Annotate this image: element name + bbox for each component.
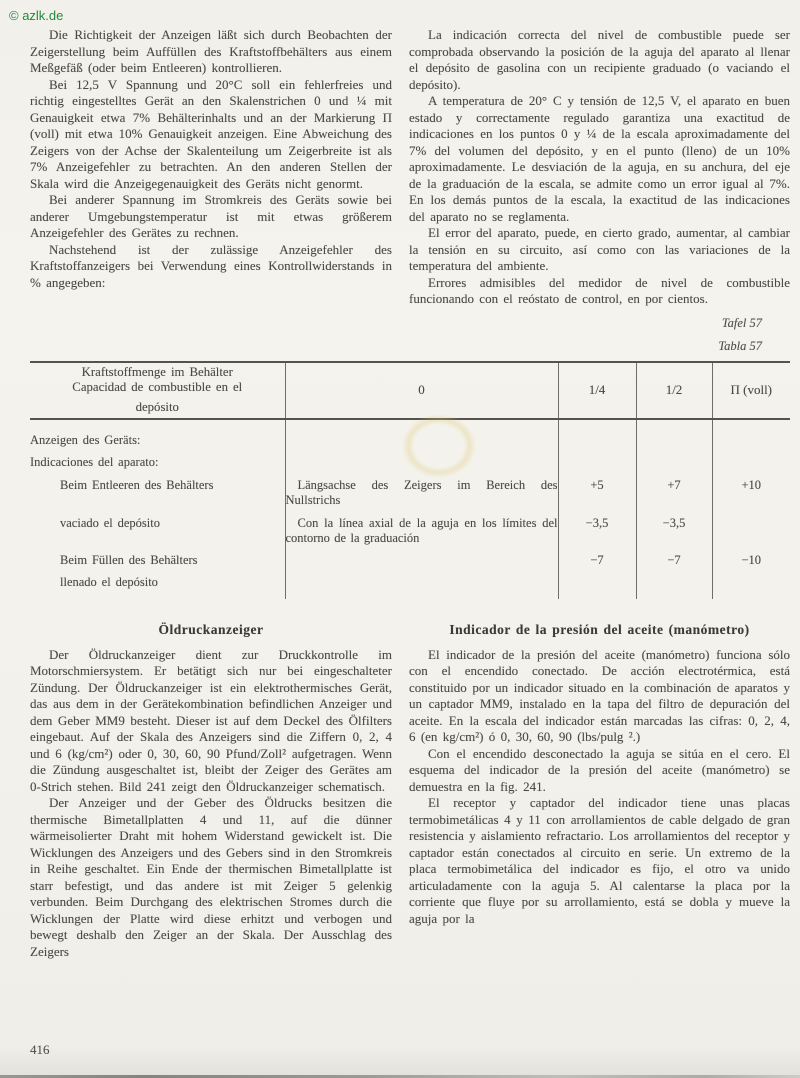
heading-oil-pressure-de: Öldruckanzeiger [158,621,264,637]
row-value-quarter: −7 [558,546,636,568]
row-value-full: +10 [712,470,790,508]
paragraph-es-4: Errores admisibles del medidor de nivel de combustible funcionando con el reóstato de control, en por cientos. [409,274,790,306]
table-row [30,470,790,508]
row-value-half: +7 [636,470,712,508]
row-label: Beim Entleeren des Behälters [60,477,214,492]
row-value-quarter: −3,5 [558,508,636,546]
paragraph-de-5: Der Öldruckanzeiger dient zur Druckkontrolle im Motorschmiersystem. Er betätigt sich nur bei eingeschalteter Zündung. Der Öldruckanzeiger ist ein elektrothermisches Gerät, das aus dem in der Gerätekombination befindlichen Anzeiger und dem Geber MM9 besteht. Dieser ist auf dem Deckel des Ölfilters eingebaut. Auf der Skala des Anzeigers sind die Ziffern 0, 2, 4 und 6 (kg/cm²) oder 0, 30, 60, 90 Pfund/Zoll² aufgetragen. Wenn die Zündung ausgeschaltet ist, bleibt der Zeiger des Gerätes am 0-Strich stehen. Bild 241 zeigt den Öldruckanzeiger schematisch. [30,646,392,794]
table-row [30,546,790,568]
row-value-half [636,419,712,449]
row-value-quarter: +5 [558,470,636,508]
section-fuel-gauge [0,0,800,308]
row-desc [285,568,558,599]
table-header-half: 1/2 [636,362,712,419]
spanish-column-top [409,27,790,308]
section-oil-pressure [0,609,800,961]
table-header-full: Π (voll) [712,362,790,419]
row-value-half: −7 [636,546,712,568]
paragraph-de-4: Nachstehend ist der zulässige Anzeigefehler des Kraftstoffanzeigers bei Verwendung eines Kontrollwiderstands in % angegeben: [30,241,392,290]
table-header-capacity [30,362,285,419]
paragraph-es-1: La indicación correcta del nivel de combustible puede ser comprobada observando la posición de la aguja del aparato al llenar el depósito de gasolina con un recipiente graduado (o vaciando el depósito). [409,27,790,92]
table-caption-tabla: Tabla 57 [718,338,762,353]
table-header-row [30,362,790,419]
table-header-quarter: 1/4 [558,362,636,419]
table-row [30,568,790,599]
paragraph-es-6: Con el encendido desconectado la aguja se sitúa en el cero. El esquema del indicador de la presión del aceite (manómetro) se demuestra en la fig. 241. [409,745,790,794]
spanish-column-bottom [409,609,790,961]
table-caption-tafel: Tafel 57 [721,315,762,330]
row-label: llenado el depósito [60,574,158,589]
table-row [30,449,790,470]
row-value-full [712,449,790,470]
row-desc: Con la línea axial de la aguja en los límites del contorno de la graduación [285,508,558,546]
row-value-full [712,508,790,546]
row-label: Anzeigen des Geräts: [30,432,141,447]
watermark-copyright: © azlk.de [9,8,64,23]
paragraph-de-1: Die Richtigkeit der Anzeigen läßt sich durch Beobachten der Zeigerstellung beim Auffüllen des Kraftstoffbehälters aus einem Meßgefäß (oder beim Entleeren) kontrollieren. [30,27,392,75]
row-desc: Längsachse des Zeigers im Bereich des Nullstrichs [285,470,558,508]
row-label: Beim Füllen des Behälters [60,552,198,567]
row-value-full: −10 [712,546,790,568]
row-desc [285,546,558,568]
table-header-capacity-line2: Capacidad de combustible en el [72,380,243,394]
table-header-zero: 0 [285,362,558,419]
paragraph-de-3: Bei anderer Spannung im Stromkreis des Geräts sowie bei anderer Umgebungstemperatur ist mit etwas größerem Anzeigefehler des Gerätes zu rechnen. [30,192,392,240]
paragraph-es-7: El receptor y captador del indicador tiene unas placas termobimetálicas 4 y 11 con arrollamientos de cable delgado de gran resistencia y aislamiento refractario. Los arrollamientos del receptor y captador están conectados al circuito en serie. Un extremo de la placa termobimetálica del indicador es fijo, el otro va unido articuladamente con la aguja 5. Al calentarse la placa por la corriente que fluye por su arrollamiento, está se dobla y mueve la aguja por la [409,795,790,926]
row-value-full [712,419,790,449]
gauge-error-table [30,361,790,599]
german-column-top [30,27,392,308]
row-value-quarter [558,449,636,470]
paragraph-es-2: A temperatura de 20° C y tensión de 12,5 V, el aparato en buen estado y correctamente regulado garantiza una exactitud de indicaciones en los puntos 0 y ¼ de la escala aproximadamente del 7% del volumen del depósito, y en el punto (lleno) de un 10% aproximadamente. Le desviación de la aguja, en su anchura, del eje de la graduación de la escala, se admite como un error igual al 7%. En los demás puntos de la escala, la exactitud de las indicaciones del aparato no se reglamenta. [409,93,790,224]
heading-oil-pressure-es: Indicador de la presión del aceite (manómetro) [449,621,750,637]
row-value-half [636,449,712,470]
page-number: 416 [30,1042,50,1057]
row-value-half [636,568,712,599]
table-row [30,508,790,546]
paragraph-de-6: Der Anzeiger und der Geber des Öldrucks besitzen die thermische Bimetallplatten 4 und 11, auf die dünner wärmeisolierter Draht mit hohem Widerstand gewickelt ist. Die Wicklungen des Anzeigers und des Gebers sind in den Stromkreis in Reihe geschaltet. Ein Ende der thermischen Bimetallplatte ist starr befestigt, und das andere ist mit Zeiger 5 gelenkig verbunden. Beim Durchgang des elektrischen Stromes durch die Wicklungen der Platte wird diese erhitzt und verbogen und bewegt deshalb den Zeiger an der Skala. Der Ausschlag des Zeigers [30,795,392,959]
row-desc [285,419,558,449]
row-value-quarter [558,568,636,599]
row-value-full [712,568,790,599]
row-label: vaciado el depósito [60,515,160,530]
table-header-capacity-line3: depósito [135,400,179,414]
table-row [30,419,790,449]
paragraph-es-3: El error del aparato, puede, en cierto grado, aumentar, al cambiar la tensión en su circuito, así como con las variaciones de la temperatura del ambiente. [409,225,790,273]
row-value-half: −3,5 [636,508,712,546]
table-header-capacity-line1: Kraftstoffmenge im Behälter [81,365,233,379]
paragraph-de-2: Bei 12,5 V Spannung und 20°C soll ein fehlerfreies und richtig eingestelltes Gerät an den Skalenstrichen 0 und ¼ mit Genauigkeit etwa 7% Behälterinhalts und an der Markierung Π (voll) mit etwa 10% Genauigkeit anzeigen. Eine Abweichung des Zeigers von der Achse der Skalenteilung um Zeigerbreite ist als 7% Anzeigefehler zu betrachten. An den anderen Stellen der Skala wird die Anzeigegenauigkeit des Geräts nicht genormt. [30,76,392,191]
paragraph-es-5: El indicador de la presión del aceite (manómetro) funciona sólo con el encendido conectado. De acción electrotérmica, está constituido por un indicador situado en la combinación de aparatos y un captador MM9, instalado en la tapa del filtro de depuración del aceite. En la escala del indicador están marcadas las cifras: 0, 2, 4, 6 (en kg/cm²) ó 0, 30, 60, 90 (lbs/pulg ².) [409,646,790,744]
row-desc [285,449,558,470]
row-label: Indicaciones del aparato: [30,454,159,469]
row-value-quarter [558,419,636,449]
german-column-bottom [30,609,392,961]
